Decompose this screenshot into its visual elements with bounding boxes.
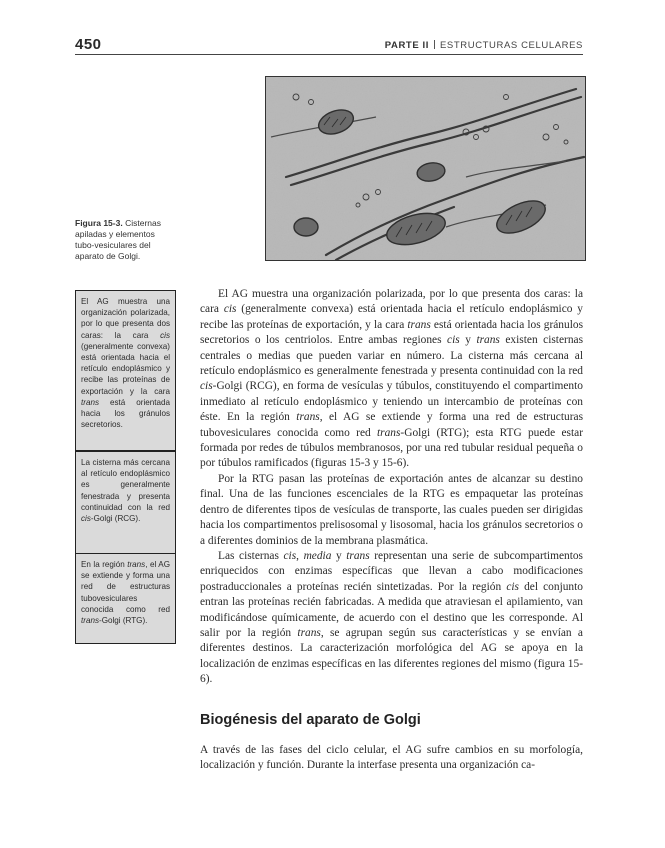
note-term: trans	[127, 560, 146, 569]
note-term: cis	[81, 514, 91, 524]
paragraph-3: Las cisternas cis, media y trans representan una serie de subcompartimentos enriquecidos con enzimas específicas que llevan a cabo modificaciones postraduccionales a proteínas recién sintetizadas. Por la región cis del conjunto entran las proteínas recién fabricadas. A medida que atraviesan el apilamiento, van modificándose químicamente, de acuerdo con el destino que les corresponde. Al salir por la región trans, se agrupan según sus características y se envían a diferentes destinos. La caracterización morfológica del AG se apoya en la localización de enzimas específicas en las diferentes regiones del mismo (figura 15-6).	[200, 549, 583, 686]
note-text: El AG muestra una organización polarizada, por lo que presenta dos caras: la cara	[81, 297, 170, 340]
note-text: La cisterna más cercana al retículo endoplásmico es generalmente fenestrada y presenta continuidad con la red	[81, 458, 170, 512]
body-text	[200, 287, 583, 688]
running-head	[385, 40, 583, 51]
note-term: cis	[160, 330, 170, 340]
micrograph-image	[266, 77, 585, 260]
note-text: (generalmente convexa) está orientada hacia el retículo endoplásmico y recibe las proteínas de exportación y la cara	[81, 341, 170, 396]
note-text: En la región	[81, 560, 128, 569]
page-number: 450	[75, 36, 102, 53]
figure-label: Figura 15-3.	[75, 218, 123, 228]
note-text: -Golgi (RTG).	[99, 616, 148, 626]
section-heading: Biogénesis del aparato de Golgi	[200, 712, 421, 728]
part-label: PARTE II	[384, 40, 429, 51]
section-paragraph: A través de las fases del ciclo celular, el AG sufre cambios en su morfología, localización y función. Durante la interfase presenta una organización ca-	[200, 744, 583, 772]
paragraph-1: El AG muestra una organización polarizada, por lo que presenta dos caras: la cara cis (generalmente convexa) está orientada hacia el retículo endoplásmico y recibe las proteínas de exportación, y la cara trans está orientada hacia los gránulos secretorios o los centriolos. Entre ambas regiones cis y trans existen cisternas centrales o medias que pueden variar en número. La cisterna más cercana al retículo endoplásmico es generalmente fenestrada y presenta continuidad con la red cis-Golgi (RCG), en forma de vesículas y túbulos, constituyendo el compartimento inmediato al retículo endoplásmico y teniendo un intercambio de proteínas con éste. En la región trans, el AG se extiende y forma una red de estructuras tubovesiculares conocida como red trans-Golgi (RTG); esta RTG puede estar formada por redes de túbulos membranosos, por una red tubular residual pequeña o por túbulos ramificados (figuras 15-3 y 15-6).	[200, 288, 584, 470]
margin-note-cis-golgi-network	[75, 451, 176, 555]
header-rule	[75, 54, 583, 55]
figure-caption-text: Cisternas apiladas y elementos tubo-vesiculares del aparato de Golgi.	[75, 218, 161, 261]
figure-caption	[75, 218, 170, 262]
note-text: -Golgi (RCG).	[90, 514, 141, 524]
header-separator	[434, 40, 435, 49]
note-text: , el AG se extiende y forma una red de estructuras tubovesiculares conocida como red	[81, 560, 170, 614]
golgi-micrograph	[265, 76, 586, 261]
note-term: trans	[81, 616, 99, 626]
note-term: trans	[81, 397, 99, 407]
margin-note-trans-golgi-network	[75, 553, 176, 644]
paragraph-2: Por la RTG pasan las proteínas de exportación antes de alcanzar su destino final. Una de las funciones escenciales de la RTG es empaquetar las proteínas dentro de diferentes tipos de vesículas de transporte, las cuales pueden ser dirigidas hacia los compartimentos prelisosomal y lisosomal, hacia los gránulos secretorios o a diferentes dominios de la membrana plasmática.	[200, 472, 583, 547]
note-text: está orientada hacia los gránulos secretorios.	[81, 397, 170, 430]
section-label: ESTRUCTURAS CELULARES	[440, 40, 583, 51]
margin-note-polarized-organization	[75, 290, 176, 451]
